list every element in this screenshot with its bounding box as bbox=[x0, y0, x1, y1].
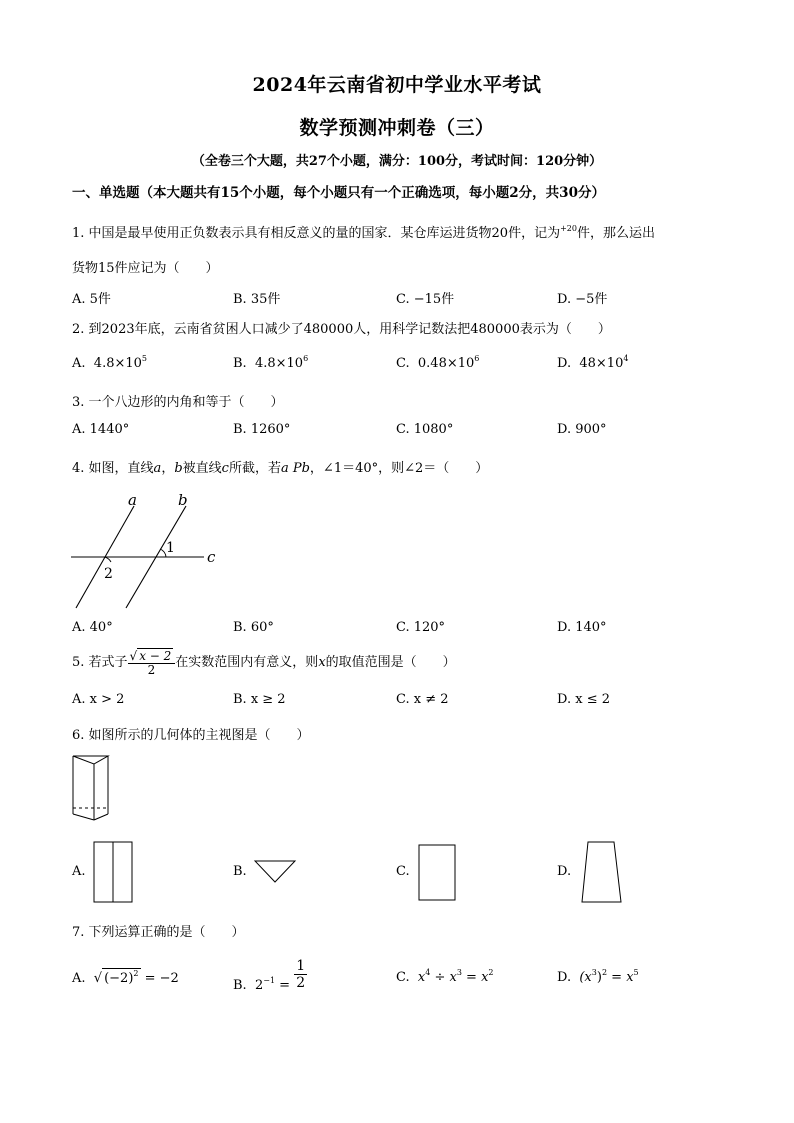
q2-b-label: B. bbox=[233, 356, 247, 371]
q7-c-e3: 2 bbox=[488, 968, 494, 977]
q2-b-mantissa: 4.8×10 bbox=[254, 356, 304, 371]
q2-c-mantissa: 0.48×10 bbox=[417, 356, 475, 371]
q7-a-radicand bbox=[102, 968, 140, 986]
q5-var-x: x bbox=[318, 655, 326, 670]
q4-var-b: b bbox=[174, 461, 183, 476]
q7-d-open: (x bbox=[579, 970, 592, 985]
q5-denominator: 2 bbox=[147, 663, 156, 677]
question-1 bbox=[72, 222, 655, 241]
q4-var-c: c bbox=[221, 461, 229, 476]
q5-numerator: √ x − 2 bbox=[128, 649, 176, 664]
q4-option-a[interactable]: A. 40° bbox=[72, 620, 113, 635]
q6-b-label: B. bbox=[233, 864, 247, 879]
q7-d-e1: 3 bbox=[591, 968, 597, 977]
q6-option-a[interactable] bbox=[72, 864, 86, 879]
q1-option-d[interactable]: D. −5件 bbox=[557, 292, 608, 307]
question-1-line2: 货物15件应记为（ ） bbox=[72, 261, 219, 276]
exam-title: 2024年云南省初中学业水平考试 bbox=[252, 74, 542, 96]
q7-b-den: 2 bbox=[296, 975, 306, 991]
q6-c-label: C. bbox=[396, 864, 410, 879]
question-4 bbox=[72, 457, 488, 476]
q7-d-close: ) bbox=[596, 970, 602, 985]
q2-c-exp: 6 bbox=[474, 354, 480, 363]
q5-text-b: 在实数范围内有意义，则 bbox=[175, 655, 319, 670]
q7-option-c[interactable] bbox=[396, 968, 494, 985]
q2-option-a[interactable] bbox=[72, 354, 147, 371]
q7-b-fraction bbox=[294, 958, 307, 992]
q5-option-a[interactable]: A. x > 2 bbox=[72, 692, 125, 707]
q4-figure bbox=[66, 488, 226, 613]
q6-option-b-figure[interactable] bbox=[253, 858, 297, 884]
label-a: a bbox=[128, 491, 137, 509]
q7-d-label: D. bbox=[557, 970, 572, 985]
q7-option-a[interactable]: A. √ $(-2)^2 = -2$ bbox=[72, 969, 179, 986]
question-7: 7. 下列运算正确的是（ ） bbox=[72, 925, 245, 940]
q4-text-a: 4. 如图，直线 bbox=[72, 461, 154, 476]
q2-d-mantissa: 48×10 bbox=[579, 356, 624, 371]
q7-d-e3: 5 bbox=[633, 968, 639, 977]
q2-option-d[interactable] bbox=[557, 354, 628, 371]
q7-a-rhs: = −2 bbox=[140, 971, 179, 986]
q6-option-c-figure[interactable] bbox=[417, 843, 457, 903]
q5-option-d[interactable]: D. x ≤ 2 bbox=[557, 692, 610, 707]
q7-option-d[interactable] bbox=[557, 968, 639, 985]
section-heading: 一、单选题（本大题共有15个小题，每个小题只有一个正确选项，每小题2分，共30分） bbox=[72, 185, 605, 201]
question-1-record: +20 bbox=[560, 224, 577, 233]
q4-text-c: 所截，若 bbox=[228, 461, 281, 476]
q6-option-d-figure[interactable] bbox=[580, 840, 624, 904]
q2-c-label: C. bbox=[396, 356, 410, 371]
q4-text-d: ，∠1＝40°，则∠2＝（ ） bbox=[309, 461, 489, 476]
q4-option-c[interactable]: C. 120° bbox=[396, 620, 446, 635]
exam-subtitle: 数学预测冲刺卷（三） bbox=[299, 117, 495, 139]
question-1-text-b: 件，那么运出 bbox=[576, 226, 655, 241]
q7-c-x1: x bbox=[417, 970, 426, 985]
q2-a-mantissa: 4.8×10 bbox=[93, 356, 142, 371]
q4-option-d[interactable]: D. 140° bbox=[557, 620, 607, 635]
q6-option-d[interactable] bbox=[557, 864, 571, 879]
question-3: 3. 一个八边形的内角和等于（ ） bbox=[72, 395, 284, 410]
q7-b-label: B. bbox=[233, 977, 247, 993]
label-c: c bbox=[207, 548, 216, 566]
q5-text-a: 5. 若式子 bbox=[72, 655, 128, 670]
q7-c-mid: ÷ x bbox=[430, 970, 457, 985]
q4-option-b[interactable]: B. 60° bbox=[233, 620, 274, 635]
q7-c-rhs: = x bbox=[461, 970, 489, 985]
q3-option-d[interactable]: D. 900° bbox=[557, 422, 607, 437]
q5-radicand: x − 2 bbox=[139, 649, 172, 663]
q3-option-a[interactable]: A. 1440° bbox=[72, 422, 130, 437]
q4-text-b: 被直线 bbox=[182, 461, 222, 476]
q5-text-c: 的取值范围是（ ） bbox=[325, 655, 456, 670]
q2-option-c[interactable] bbox=[396, 354, 479, 371]
q6-option-c[interactable] bbox=[396, 864, 410, 879]
q2-d-label: D. bbox=[557, 356, 572, 371]
q3-option-c[interactable]: C. 1080° bbox=[396, 422, 454, 437]
question-5 bbox=[72, 648, 456, 677]
question-1-text-a: 1. 中国是最早使用正负数表示具有相反意义的量的国家．某仓库运进货物20件，记为 bbox=[72, 226, 561, 241]
q2-d-exp: 4 bbox=[623, 354, 629, 363]
q7-c-label: C. bbox=[396, 970, 410, 985]
q5-fraction bbox=[128, 648, 176, 677]
q7-a-exp: 2 bbox=[133, 969, 139, 978]
q5-option-c[interactable]: C. x ≠ 2 bbox=[396, 692, 449, 707]
q1-option-a[interactable]: A. 5件 bbox=[72, 292, 111, 307]
q7-d-e2: 2 bbox=[601, 968, 608, 977]
q7-a-label: A. bbox=[72, 971, 86, 986]
q2-a-exp: 5 bbox=[141, 354, 147, 363]
label-angle-2: 2 bbox=[104, 566, 113, 582]
label-b: b bbox=[178, 491, 188, 509]
q2-a-label: A. bbox=[72, 356, 86, 371]
q1-option-b[interactable]: B. 35件 bbox=[233, 292, 281, 307]
label-angle-1: 1 bbox=[166, 540, 175, 556]
q6-prism-figure bbox=[70, 752, 112, 824]
exam-info: （全卷三个大题，共27个小题，满分：100分，考试时间：120分钟） bbox=[191, 154, 603, 169]
q6-option-b[interactable] bbox=[233, 864, 247, 879]
q4-parallel: a Pb bbox=[280, 461, 310, 476]
q1-option-c[interactable]: C. −15件 bbox=[396, 292, 455, 307]
q2-b-exp: 6 bbox=[303, 354, 309, 363]
q2-option-b[interactable] bbox=[233, 354, 308, 371]
q3-option-b[interactable]: B. 1260° bbox=[233, 422, 291, 437]
question-2: 2. 到2023年底，云南省贫困人口减少了480000人，用科学记数法把480000表示为（ ） bbox=[72, 322, 611, 337]
q7-b-num: 1 bbox=[296, 958, 306, 974]
q6-a-label: A. bbox=[72, 864, 86, 879]
q7-c-e2: 3 bbox=[456, 968, 462, 977]
q7-a-inner: (−2) bbox=[104, 971, 134, 986]
q7-option-b[interactable] bbox=[233, 958, 307, 992]
question-6: 6. 如图所示的几何体的主视图是（ ） bbox=[72, 728, 310, 743]
q7-b-base: 2 bbox=[254, 977, 264, 993]
q6-d-label: D. bbox=[557, 864, 572, 879]
q6-option-a-figure[interactable] bbox=[92, 840, 134, 904]
q5-option-b[interactable]: B. x ≥ 2 bbox=[233, 692, 286, 707]
q7-b-exp: −1 bbox=[263, 975, 276, 985]
q7-d-rhs: = x bbox=[607, 970, 634, 985]
q4-var-a: a bbox=[153, 461, 162, 476]
q7-c-e1: 4 bbox=[425, 968, 431, 977]
q4-sep: ， bbox=[161, 461, 175, 476]
q7-b-eq: = bbox=[275, 977, 295, 993]
